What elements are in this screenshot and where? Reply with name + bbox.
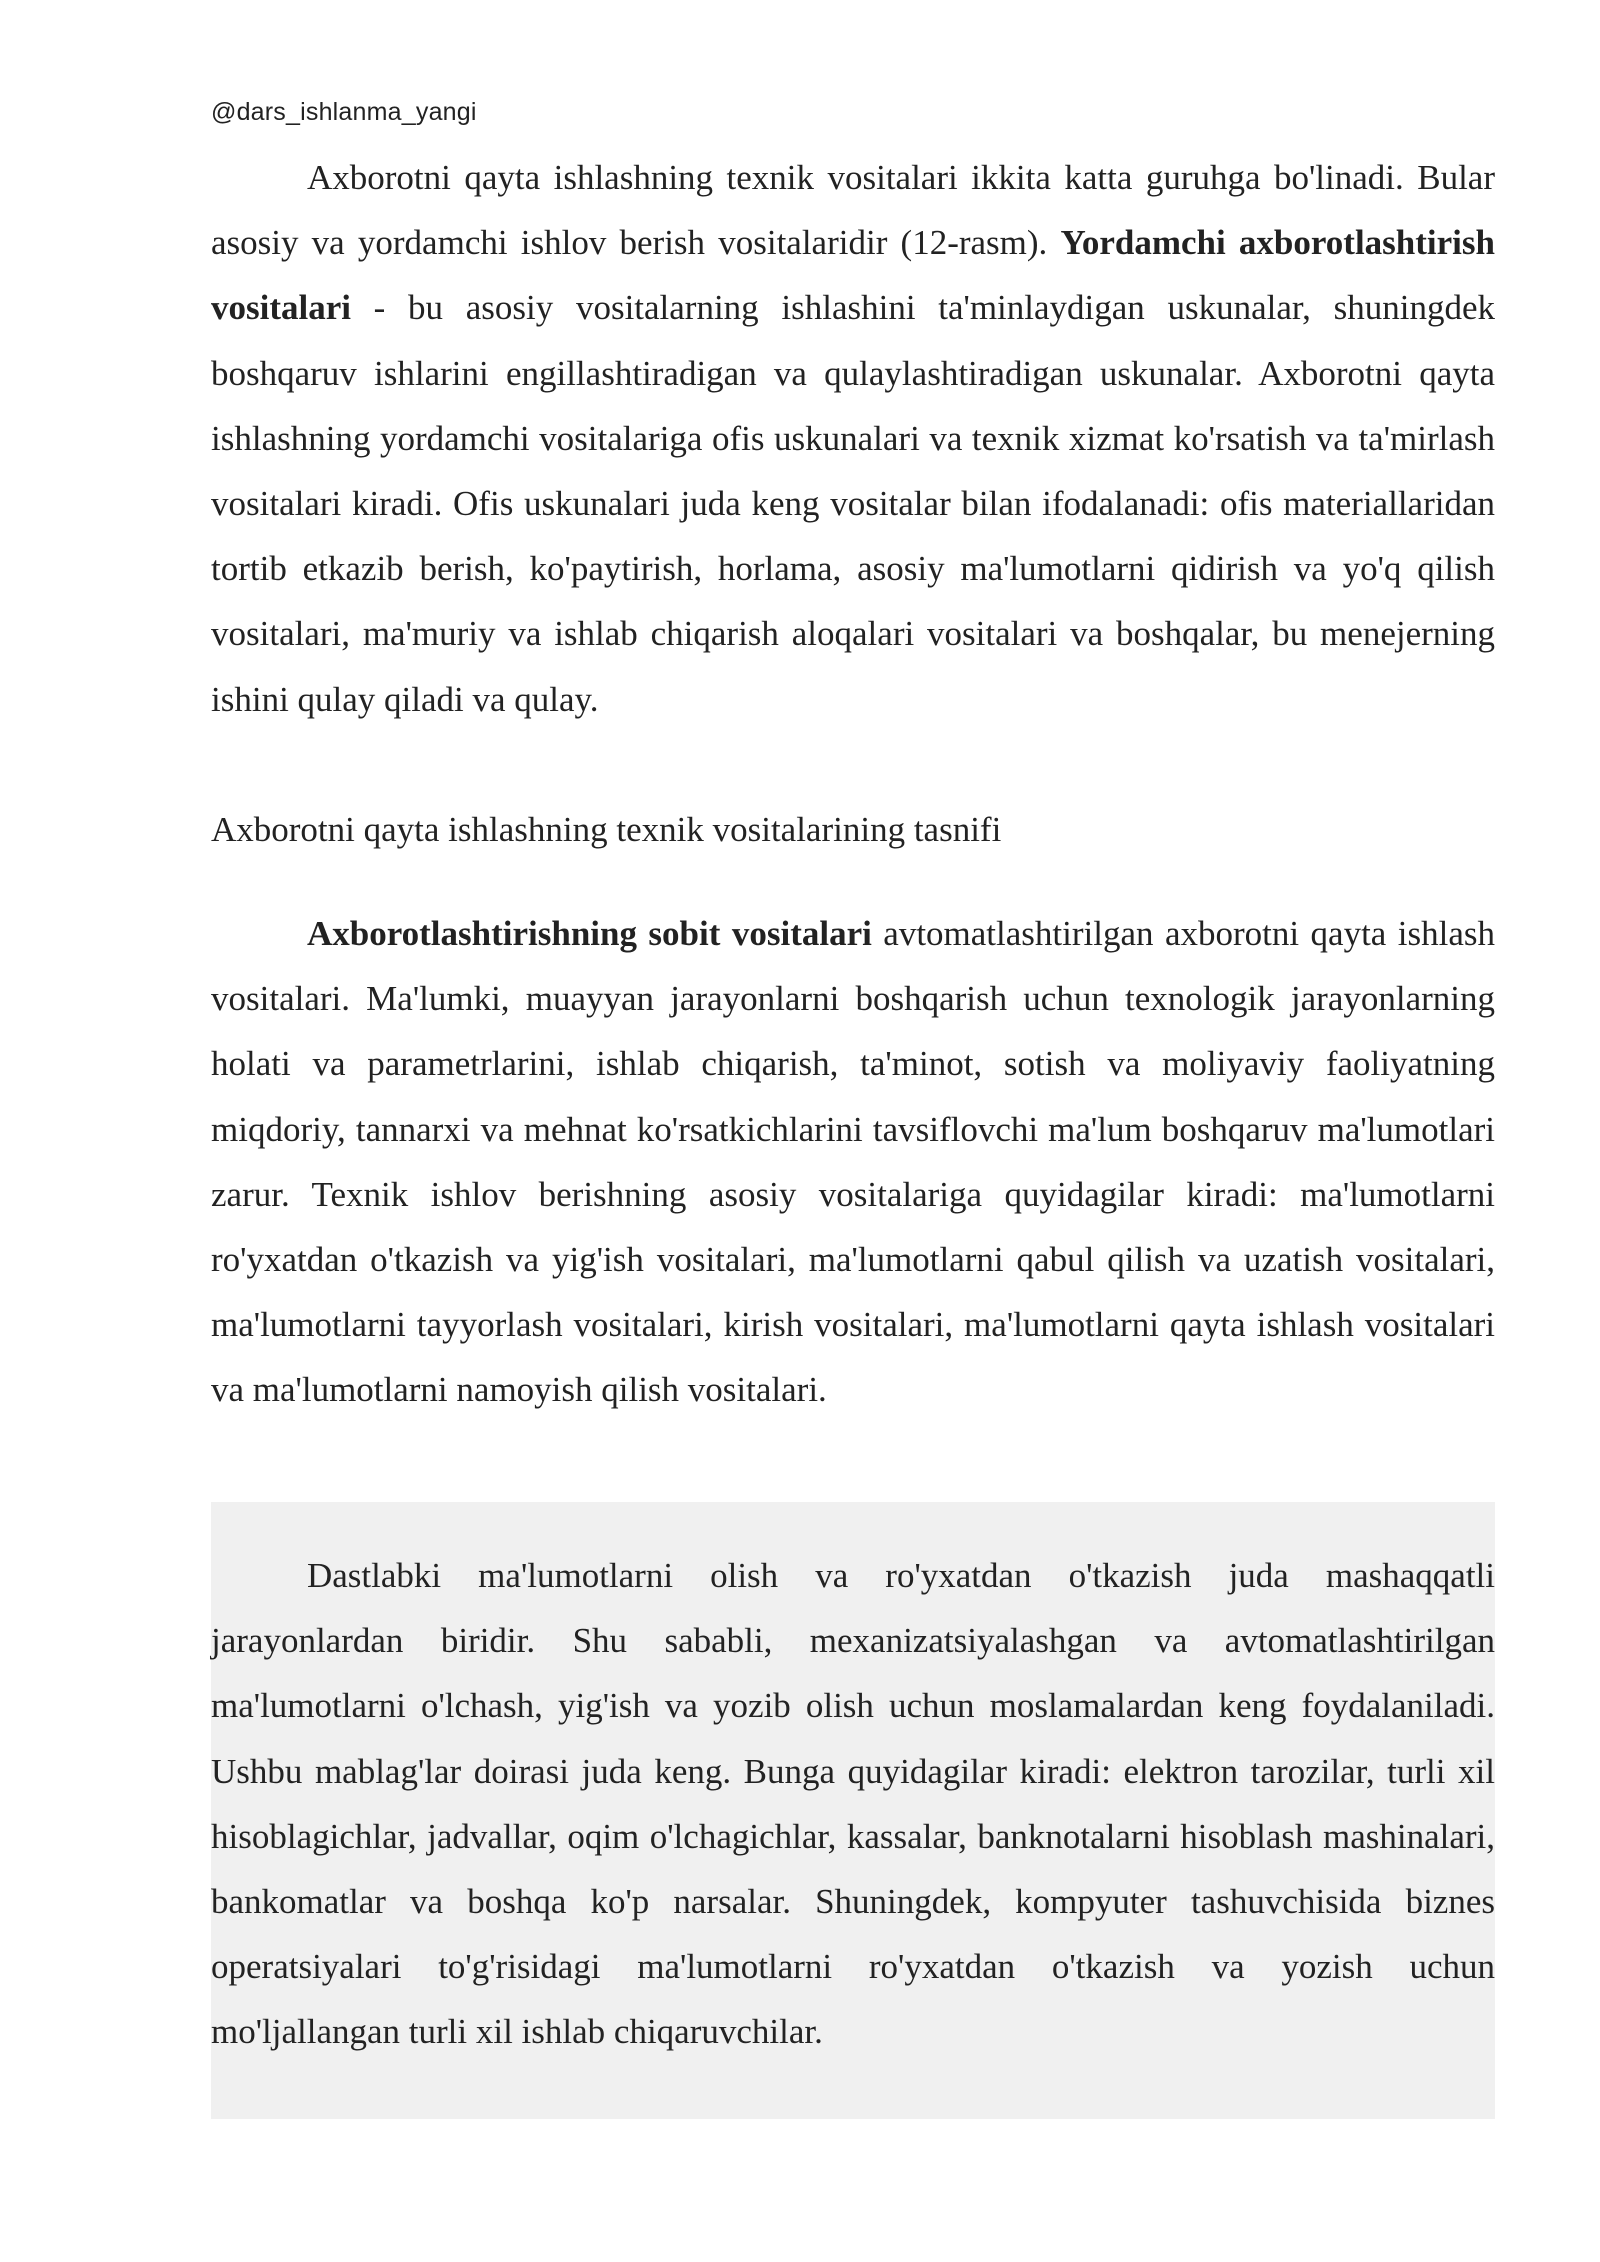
term-fixed-tools: Axborotlashtirishning sobit vositalari — [307, 914, 872, 953]
paragraph-fixed-tools — [211, 901, 1495, 1423]
paragraph-auxiliary-tools — [211, 145, 1495, 732]
channel-handle: @dars_ishlanma_yangi — [211, 98, 477, 126]
figure-caption: Axborotni qayta ishlashning texnik vositalarining tasnifi — [211, 810, 1002, 849]
paragraph-fixed-tools-body: avtomatlashtirilgan axborotni qayta ishlash vositalari. Ma'lumki, muayyan jarayonlarni boshqarish uchun texnologik jarayonlarning holati va parametrlarini, ishlab chiqarish, ta'minot, sotish va moliyaviy faoliyatning miqdoriy, tannarxi va mehnat ko'rsatkichlarini tavsiflovchi ma'lum boshqaruv ma'lumotlari zarur. Texnik ishlov berishning asosiy vositalariga quyidagilar kiradi: ma'lumotlarni ro'yxatdan o'tkazish va yig'ish vositalari, ma'lumotlarni qabul qilish va uzatish vositalari, ma'lumotlarni tayyorlash vositalari, kirish vositalari, ma'lumotlarni qayta ishlash vositalari va ma'lumotlarni namoyish qilish vositalari. — [211, 914, 1495, 1410]
paragraph-data-registration: Dastlabki ma'lumotlarni olish va ro'yxatdan o'tkazish juda mashaqqatli jarayonlardan biridir. Shu sababli, mexanizatsiyalashgan va avtomatlashtirilgan ma'lumotlarni o'lchash, yig'ish va yozib olish uchun moslamalardan keng foydalaniladi. Ushbu mablag'lar doirasi juda keng. Bunga quyidagilar kiradi: elektron tarozilar, turli xil hisoblagichlar, jadvallar, oqim o'lchagichlar, kassalar, banknotalarni hisoblash mashinalari, bankomatlar va boshqa ko'p narsalar. Shuningdek, kompyuter tashuvchisida biznes operatsiyalari to'g'risidagi ma'lumotlarni ro'yxatdan o'tkazish va yozish uchun mo'ljallangan turli xil ishlab chiqaruvchilar. — [211, 1556, 1495, 2052]
term-auxiliary-tools: Yordamchi axborotlashtirish vositalari — [211, 223, 1495, 328]
paragraph-auxiliary-tools-body: - bu asosiy vositalarning ishlashini ta'minlaydigan uskunalar, shuningdek boshqaruv ishlarini engillashtiradigan va qulaylashtiradigan uskunalar. Axborotni qayta ishlashning yordamchi vositalariga ofis uskunalari va texnik xizmat ko'rsatish va ta'mirlash vositalari kiradi. Ofis uskunalari juda keng vositalar bilan ifodalanadi: ofis materiallaridan tortib etkazib berish, ko'paytirish, horlama, asosiy ma'lumotlarni qidirish va yo'q qilish vositalari, ma'muriy va ishlab chiqarish aloqalari vositalari va boshqalar, bu menejerning ishini qulay qiladi va qulay. — [211, 288, 1495, 719]
paragraph-auxiliary-tools-intro: Axborotni qayta ishlashning texnik vositalari ikkita katta guruhga bo'linadi. Bular asosiy va yordamchi ishlov berish vositalaridir (12-rasm). — [211, 158, 1495, 263]
